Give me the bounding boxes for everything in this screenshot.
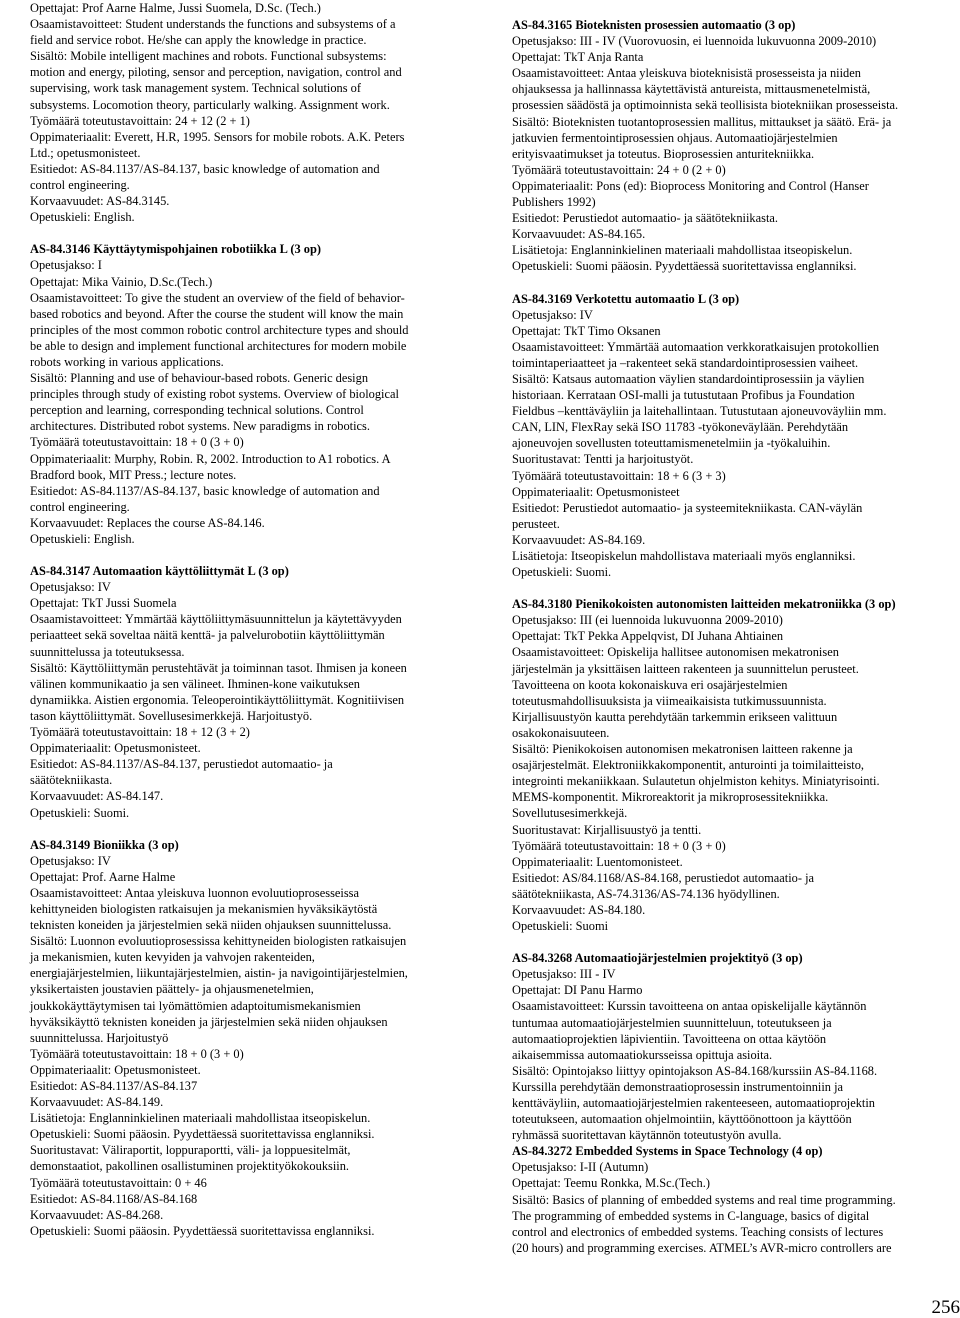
course-detail-line: Osaamistavoitteet: Kurssin tavoitteena on antaa opiskelijalle käytännön <box>512 999 867 1014</box>
course-detail-line: Opetuskieli: Suomi. <box>30 805 130 820</box>
course-detail-line: CAN, LIN, FlexRay sekä ISO 11783 -työkoneväylään. Perehdytään <box>512 420 849 435</box>
course-detail-line: aikaisemmissa automaatiokursseissa opittuja asioita. <box>512 1047 773 1062</box>
course-title: AS-84.3169 Verkotettu automaatio L (3 op) <box>512 291 740 306</box>
course-title: AS-84.3149 Bioniikka (3 op) <box>30 837 179 852</box>
course-detail-line: control engineering. <box>30 178 130 193</box>
course-title: AS-84.3165 Bioteknisten prosessien automaatio (3 op) <box>512 18 796 32</box>
course-detail-line: Sisältö: Katsaus automaation väylien standardointiprosessiin ja väylien <box>512 371 865 386</box>
course-detail-line: ja mekanismien, kuten kevyiden ja vahvojen rakenteiden, <box>30 950 315 965</box>
course-detail-line: ohjauksessa ja hallinnassa käytettävistä antureista, mittausmenetelmistä, <box>512 82 871 97</box>
course-entry <box>30 0 450 225</box>
course-detail-line: ajoneuvojen sovellusten toteuttamismenetelmiin ja -työkaluihin. <box>512 436 831 451</box>
course-detail-line: Esitiedot: AS-84.1168/AS-84.168 <box>30 1191 198 1206</box>
course-detail-line: Osaamistavoitteet: Student understands the functions and subsystems of a <box>30 17 396 32</box>
section-spacer <box>30 547 450 563</box>
course-entry <box>512 950 957 1143</box>
course-detail-line: yksikertaisten joustavien päättely- ja ohjausmenetelmien, <box>30 982 314 997</box>
course-detail-line: Korvaavuudet: AS-84.268. <box>30 1207 164 1222</box>
course-detail-line: Esitiedot: Perustiedot automaatio- ja systeemitekniikasta. CAN-väylän <box>512 500 863 515</box>
course-detail-line: Opetuskieli: English. <box>30 532 135 546</box>
course-detail-line: ryhmässä suoritettavan käytännön toteutustyön avulla. <box>512 1128 782 1143</box>
course-title: AS-84.3268 Automaatiojärjestelmien projektityö (3 op) <box>512 951 803 966</box>
course-detail-line: Opetuskieli: Suomi. <box>512 565 612 580</box>
course-detail-line: Opettajat: Mika Vainio, D.Sc.(Tech.) <box>30 274 213 289</box>
course-detail-line: kehittyneiden biologisten ratkaisujen ja mekanismien hyväksikäytöstä <box>30 901 378 916</box>
course-detail-line: osajärjestelmät. Elektroniikkakomponentit, anturointi ja toimilaitteisto, <box>512 758 865 773</box>
course-detail-line: Opetuskieli: English. <box>30 210 135 225</box>
course-detail-line: Sisältö: Käyttöliittymän perustehtävät ja toiminnan tasot. Ihmisen ja koneen <box>30 660 407 675</box>
course-detail-line: Oppimateriaalit: Opetusmonisteet <box>512 484 680 499</box>
course-title: AS-84.3180 Pienikokoisten autonomisten laitteiden mekatroniikka (3 op) <box>512 597 896 612</box>
course-detail-line: Korvaavuudet: AS-84.165. <box>512 227 646 242</box>
course-detail-line: suunnittelussa ja toteutuksessa. <box>30 644 185 659</box>
course-detail-line: Kurssilla perehdytään demonstraatioprosessin instrumentoinniin ja <box>512 1079 844 1094</box>
course-detail-line: toteutusmahdollisuuksista ja viimeaikaisista tutkimussuunnista. <box>512 693 827 708</box>
course-title: AS-84.3147 Automaation käyttöliittymät L (3 op) <box>30 564 289 579</box>
course-detail-line: Korvaavuudet: AS-84.180. <box>512 902 646 917</box>
course-detail-line: tuntumaa automaatiojärjestelmien suunnitteluun, toteutukseen ja <box>512 1015 832 1030</box>
course-detail-line: demonstaatiot, pakollinen osallistuminen projektityökokouksiin. <box>30 1159 350 1174</box>
course-detail-line: erityisvaatimukset ja toteutus. Bioprosessien anturitekniikka. <box>512 146 815 161</box>
course-detail-line: Työmäärä toteutustavoittain: 24 + 12 (2 + 1) <box>30 113 250 128</box>
course-detail-line: perception and learning, corresponding technical solutions. Control <box>30 403 364 418</box>
course-detail-line: control engineering. <box>30 499 130 514</box>
course-detail-line: integrointi mekaniikkaan. Sulautetun ohjelmiston kehitys. Miniatyrisointi. <box>512 774 880 789</box>
course-entry <box>512 291 957 581</box>
course-detail-line: Lisätietoja: Englanninkielinen materiaali mahdollistaa itseopiskelun. <box>30 1111 371 1126</box>
course-detail-line: Kirjallisuustyön kautta perehdytään tarkemmin erikseen valittuun <box>512 709 838 724</box>
right-column <box>512 17 957 1256</box>
course-detail-line: kenttäväyliin, automaatiojärjestelmien rakenteeseen, automaatioprojektin <box>512 1096 875 1110</box>
course-detail-line: Publishers 1992) <box>512 195 596 210</box>
course-detail-line: Osaamistavoitteet: Antaa yleiskuva bioteknisistä prosesseista ja niiden <box>512 66 861 81</box>
course-detail-line: Opetusjakso: IV <box>512 307 593 322</box>
course-detail-line: Opetusjakso: I <box>30 258 102 273</box>
course-detail-line: säätötekniikasta, AS-74.3136/AS-74.136 hyödyllinen. <box>512 886 780 901</box>
course-detail-line: Tavoitteena on koota kokonaiskuva eri osajärjestelmien <box>512 677 788 692</box>
section-spacer <box>30 821 450 837</box>
course-detail-line: robots working in various applications. <box>30 354 224 369</box>
course-entry <box>30 837 450 1239</box>
course-detail-line: Opetusjakso: IV <box>30 580 111 595</box>
course-detail-line: Korvaavuudet: AS-84.169. <box>512 532 646 547</box>
course-detail-line: Oppimateriaalit: Opetusmonisteet. <box>30 741 201 756</box>
course-detail-line: Fieldbus –kenttäväyliin ja laitehallintaan. Tutustutaan ajoneuvoväyliin mm. <box>512 404 887 419</box>
course-detail-line: Bradford book, MIT Press.; lecture notes. <box>30 467 237 482</box>
course-detail-line: Suoritustavat: Väliraportit, loppuraportti, väli- ja loppuesitelmät, <box>30 1143 351 1158</box>
course-detail-line: Sisältö: Pienikokoisen autonomisen mekatronisen laitteen rakenne ja <box>512 742 853 757</box>
course-entry <box>512 17 957 275</box>
course-detail-line: Opettajat: TkT Pekka Appelqvist, DI Juhana Ahtiainen <box>512 629 784 644</box>
course-detail-line: Sisältö: Mobile intelligent machines and robots. Functional subsystems: <box>30 49 387 64</box>
course-detail-line: Opetuskieli: Suomi <box>512 919 609 934</box>
course-detail-line: Ltd.; opetusmonisteet. <box>30 145 141 160</box>
course-detail-line: Työmäärä toteutustavoittain: 18 + 0 (3 + 0) <box>512 838 726 853</box>
course-detail-line: control and electronics of embedded systems. Teaching consists of lectures <box>512 1224 884 1239</box>
course-title: AS-84.3146 Käyttäytymispohjainen robotiikka L (3 op) <box>30 242 321 257</box>
course-detail-line: Suoritustavat: Tentti ja harjoitustyöt. <box>512 452 694 467</box>
course-detail-line: Esitiedot: AS-84.1137/AS-84.137, basic knowledge of automation and <box>30 483 380 498</box>
course-detail-line: Oppimateriaalit: Murphy, Robin. R, 2002. Introduction to A1 robotics. A <box>30 451 391 466</box>
course-entry <box>30 241 450 547</box>
course-detail-line: Työmäärä toteutustavoittain: 0 + 46 <box>30 1175 207 1190</box>
course-detail-line: Lisätietoja: Itseopiskelun mahdollistava materiaali myös englanniksi. <box>512 549 856 563</box>
course-detail-line: Korvaavuudet: AS-84.149. <box>30 1095 164 1110</box>
course-detail-line: tason käyttöliittymät. Sovellusesimerkkejä. Harjoitustyö. <box>30 708 313 723</box>
course-detail-line: motion and energy, piloting, sensor and perception, navigation, control and <box>30 65 402 80</box>
course-title: AS-84.3272 Embedded Systems in Space Technology (4 op) <box>512 1144 823 1159</box>
course-entry <box>512 596 957 934</box>
course-detail-line: Esitiedot: Perustiedot automaatio- ja säätötekniikasta. <box>512 211 778 226</box>
course-detail-line: Opettajat: TkT Anja Ranta <box>512 50 644 65</box>
course-detail-line: architectures. Distributed robot systems. New paradigms in robotics. <box>30 419 370 434</box>
course-detail-line: Sovellutusesimerkkejä. <box>512 806 628 821</box>
course-entry <box>30 563 450 821</box>
course-detail-line: Esitiedot: AS-84.1137/AS-84.137, perustiedot automaatio- ja <box>30 757 333 772</box>
course-detail-line: osakokonaisuuteen. <box>512 725 610 740</box>
course-detail-line: jatkuvien fermentointiprosessien ohjaus. Automaatiojärjestelmien <box>512 130 838 145</box>
course-detail-line: Työmäärä toteutustavoittain: 24 + 0 (2 + 0) <box>512 162 726 177</box>
course-detail-line: Korvaavuudet: AS-84.147. <box>30 789 164 804</box>
course-detail-line: Työmäärä toteutustavoittain: 18 + 0 (3 + 0) <box>30 435 244 450</box>
course-detail-line: Työmäärä toteutustavoittain: 18 + 12 (3 + 2) <box>30 725 250 740</box>
course-detail-line: säätötekniikasta. <box>30 773 113 788</box>
course-detail-line: Opetusjakso: I-II (Autumn) <box>512 1160 649 1175</box>
course-detail-line: Opetusjakso: III - IV (Vuorovuosin, ei luennoida lukuvuonna 2009-2010) <box>512 34 877 49</box>
course-detail-line: Osaamistavoitteet: To give the student an overview of the field of behavior- <box>30 290 405 305</box>
course-detail-line: prosessien säädöstä ja optimoinnista sekä teollisista biotekniikan prosesseista. <box>512 98 899 113</box>
course-detail-line: Opettajat: Prof Aarne Halme, Jussi Suomela, D.Sc. (Tech.) <box>30 1 321 15</box>
course-detail-line: Opetuskieli: Suomi pääosin. Pyydettäessä suoritettavissa englanniksi. <box>512 259 857 274</box>
course-detail-line: Sisältö: Opintojakso liittyy opintojakson AS-84.168/kurssiin AS-84.1168. <box>512 1063 878 1078</box>
course-detail-line: Osaamistavoitteet: Antaa yleiskuva luonnon evoluutioprosesseissa <box>30 885 359 900</box>
course-detail-line: järjestelmän ja yksittäisen laitteen rakenteen ja suunnittelun perusteet. <box>512 661 859 676</box>
course-detail-line: Opettajat: TkT Timo Oksanen <box>512 323 661 338</box>
course-detail-line: Sisältö: Luonnon evoluutioprosessissa kehittyneiden biologisten ratkaisujen <box>30 934 407 949</box>
course-detail-line: Opetuskieli: Suomi pääosin. Pyydettäessä suoritettavissa englanniksi. <box>30 1127 375 1142</box>
section-spacer <box>512 275 957 291</box>
section-spacer <box>30 225 450 241</box>
section-spacer <box>512 934 957 950</box>
course-detail-line: Opettajat: TkT Jussi Suomela <box>30 596 177 611</box>
course-detail-line: Sisältö: Bioteknisten tuotantoprosessien mallitus, mittaukset ja säätö. Erä- ja <box>512 114 892 129</box>
course-entry <box>512 1143 957 1256</box>
course-detail-line: based robotics and beyond. After the course the student will know the main <box>30 306 404 321</box>
course-detail-line: Osaamistavoitteet: Ymmärtää automaation verkkoratkaisujen protokollien <box>512 339 880 354</box>
course-detail-line: Oppimateriaalit: Luentomonisteet. <box>512 854 683 869</box>
course-detail-line: Suoritustavat: Kirjallisuustyö ja tentti. <box>512 822 702 837</box>
course-detail-line: The programming of embedded systems in C-language, basics of digital <box>512 1208 870 1223</box>
course-detail-line: Työmäärä toteutustavoittain: 18 + 6 (3 + 3) <box>512 468 726 483</box>
course-detail-line: Esitiedot: AS/84.1168/AS-84.168, perustiedot automaatio- ja <box>512 870 815 885</box>
course-detail-line: MEMS-komponentit. Mikroreaktorit ja mikroprosessitekniikka. <box>512 790 829 805</box>
course-detail-line: supervising, work task management system. Technical solutions of <box>30 81 361 96</box>
course-detail-line: Esitiedot: AS-84.1137/AS-84.137 <box>30 1079 198 1093</box>
section-spacer <box>512 580 957 596</box>
course-detail-line: Opettajat: Prof. Aarne Halme <box>30 869 176 884</box>
course-detail-line: hyväksikäyttö teknisten koneiden ja järjestelmien sekä niiden ohjauksen <box>30 1014 388 1029</box>
course-detail-line: teknisten koneiden ja järjestelmien sekä niiden ohjauksen suunnittelussa. <box>30 918 392 933</box>
course-detail-line: Oppimateriaalit: Pons (ed): Bioprocess Monitoring and Control (Hanser <box>512 178 869 193</box>
course-detail-line: Opetusjakso: IV <box>30 853 111 868</box>
course-detail-line: Osaamistavoitteet: Opiskelija hallitsee autonomisen mekatronisen <box>512 645 839 660</box>
course-detail-line: Korvaavuudet: Replaces the course AS-84.146. <box>30 515 265 530</box>
page-number: 256 <box>931 1297 960 1318</box>
course-detail-line: Lisätietoja: Englanninkielinen materiaali mahdollistaa itseopiskelun. <box>512 243 853 258</box>
course-detail-line: subsystems. Locomotion theory, particularly walking. Assignment work. <box>30 97 390 112</box>
course-detail-line: toteutukseen, automaation ohjelmointiin, käyttöönottoon ja käyttöön <box>512 1112 852 1127</box>
course-detail-line: Työmäärä toteutustavoittain: 18 + 0 (3 + 0) <box>30 1046 244 1061</box>
course-detail-line: Opetuskieli: Suomi pääosin. Pyydettäessä suoritettavissa englanniksi. <box>30 1223 375 1238</box>
course-detail-line: välinen kommunikaatio ja sen välineet. Ihminen-kone vaikutuksen <box>30 676 360 691</box>
course-detail-line: historiaan. Kerrataan OSI-malli ja tutustutaan Profibus ja Foundation <box>512 388 855 403</box>
course-detail-line: Opetusjakso: III (ei luennoida lukuvuonna 2009-2010) <box>512 613 783 628</box>
course-detail-line: Esitiedot: AS-84.1137/AS-84.137, basic knowledge of automation and <box>30 161 380 176</box>
course-detail-line: perusteet. <box>512 516 560 531</box>
course-detail-line: dynamiikka. Aistien ergonomia. Teleoperointikäyttöliittymät. Kognitiivisen <box>30 692 405 707</box>
course-detail-line: toimintaperiaatteet ja –rakenteet sekä standardointiprosessien vaiheet. <box>512 355 859 370</box>
course-detail-line: Opetusjakso: III - IV <box>512 967 616 982</box>
course-detail-line: periaatteet sekä soveltaa näitä kenttä- ja palvelurobotiin käyttöliittymän <box>30 628 385 643</box>
course-detail-line: Oppimateriaalit: Opetusmonisteet. <box>30 1062 201 1077</box>
course-detail-line: principles of the most common robotic control architecture types and should <box>30 322 409 337</box>
course-detail-line: joukkokäyttäytymisen tai lyömättömien adaptoitumismekanismien <box>30 998 361 1013</box>
course-detail-line: (20 hours) and programming exercises. ATMEL’s AVR-micro controllers are <box>512 1240 892 1255</box>
left-column <box>30 0 450 1239</box>
course-detail-line: Sisältö: Planning and use of behaviour-based robots. Generic design <box>30 371 369 386</box>
course-detail-line: principles through study of existing robot systems. Overview of biological <box>30 387 399 402</box>
course-detail-line: energiajärjestelmien, liikuntajärjestelmien, aistin- ja navigointijärjestelmien, <box>30 966 408 981</box>
course-detail-line: Korvaavuudet: AS-84.3145. <box>30 194 170 209</box>
course-detail-line: Oppimateriaalit: Everett, H.R, 1995. Sensors for mobile robots. A.K. Peters <box>30 129 405 144</box>
course-detail-line: be able to design and implement functional architectures for modern mobile <box>30 338 407 353</box>
course-detail-line: suunnittelussa. Harjoitustyö <box>30 1030 169 1045</box>
course-detail-line: field and service robot. He/she can apply the knowledge in practice. <box>30 33 367 48</box>
course-detail-line: Opettajat: DI Panu Harmo <box>512 983 643 998</box>
course-detail-line: automaatioprojektien läpivientiin. Tavoitteena on ottaa käytöön <box>512 1031 827 1046</box>
course-detail-line: Sisältö: Basics of planning of embedded systems and real time programming. <box>512 1192 896 1207</box>
course-detail-line: Osaamistavoitteet: Ymmärtää käyttöliittymäsuunnittelun ja käytettävyyden <box>30 612 402 627</box>
course-detail-line: Opettajat: Teemu Ronkka, M.Sc.(Tech.) <box>512 1176 710 1191</box>
